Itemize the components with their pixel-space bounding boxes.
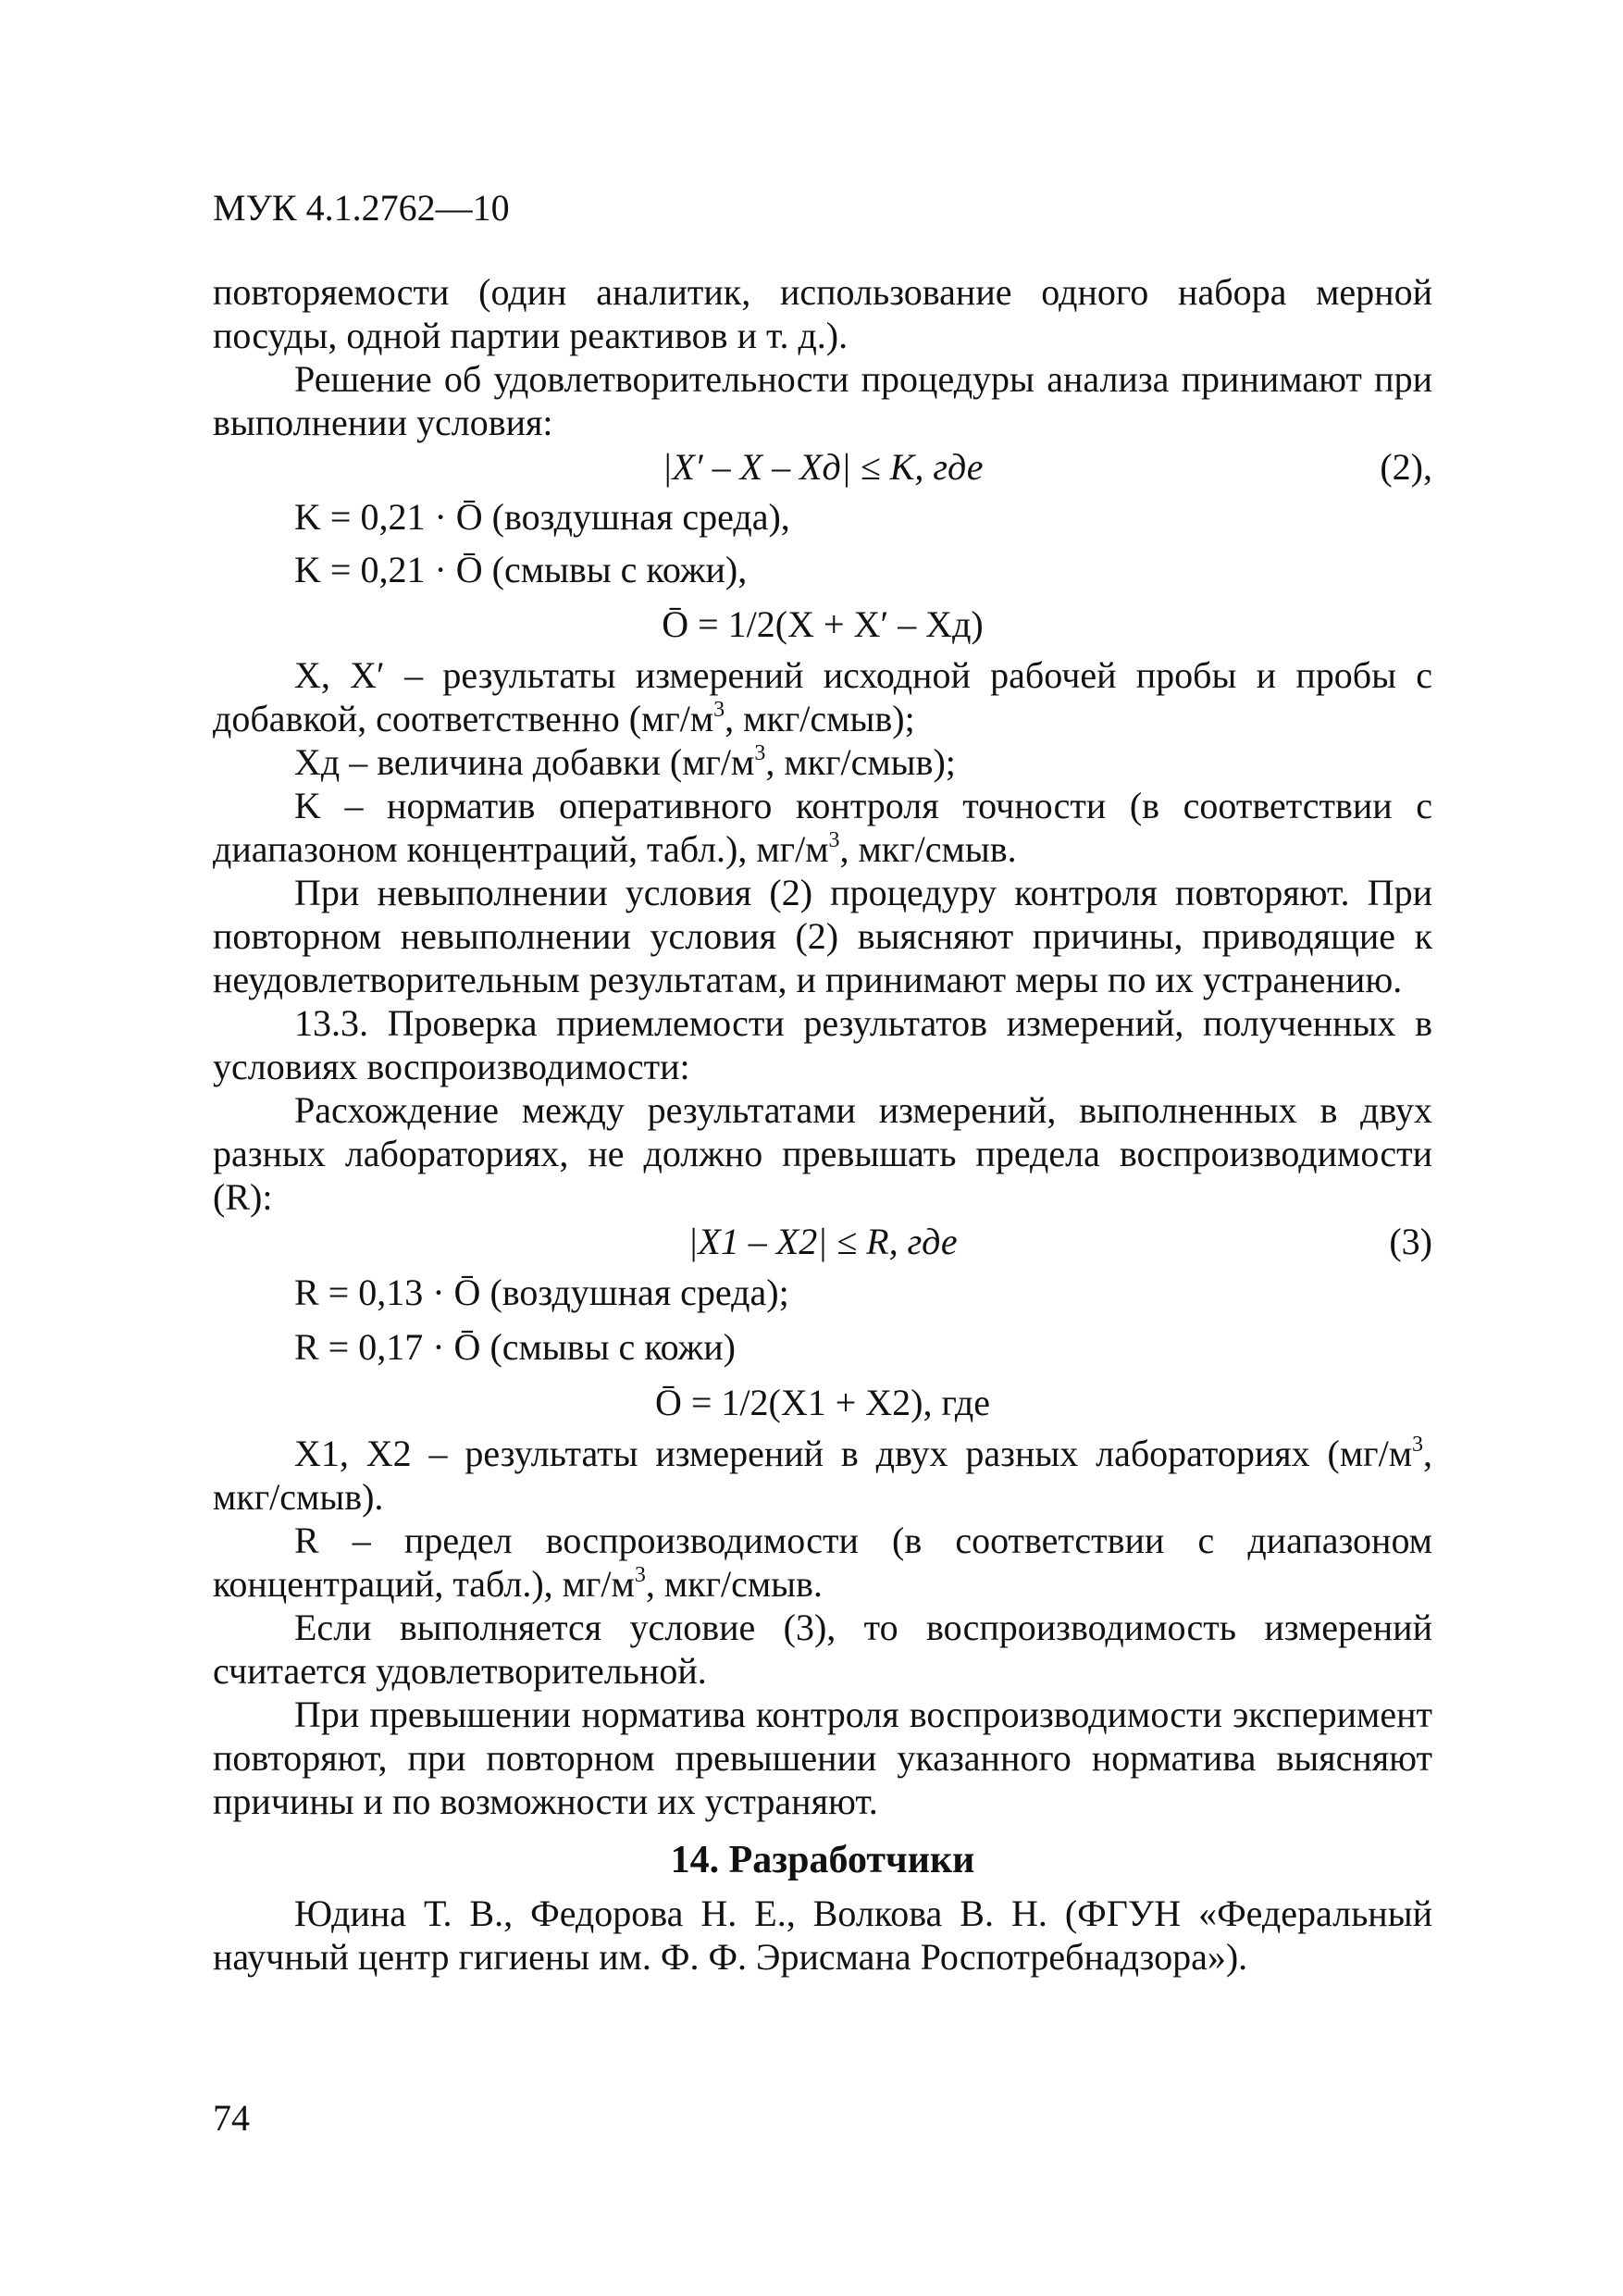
k-definition-skin: K = 0,21 · Ō (смывы с кожи),: [294, 549, 748, 590]
formula-2: [213, 444, 1432, 490]
unit-exponent: 3: [713, 698, 725, 722]
unit-exponent: 3: [754, 741, 766, 765]
formula-2-number: (2),: [1380, 446, 1432, 488]
paragraph-repeatability: повторяемости (один аналитик, использование одного набора мерной посуды, одной партии реактивов и т. д.).: [213, 271, 1432, 356]
formula-3: [213, 1219, 1432, 1265]
paragraph-condition-met: Если выполняется условие (3), то воспроизводимость измерений считается удовлетворительной.: [213, 1607, 1432, 1692]
document-code-header: МУК 4.1.2762—10: [213, 187, 510, 229]
formula-2-expression: |X′ – X – Xд| ≤ K, где: [662, 446, 984, 488]
k-definitions: [213, 490, 1432, 596]
section-14-developers: Юдина Т. В., Федорова Н. Е., Волкова В. Н. (ФГУН «Федеральный научный центр гигиены им. Ф. Ф. Эрисмана Роспотребнадзора»).: [213, 1893, 1432, 1978]
paragraph-k-norm: K – норматив оперативного контроля точности (в соответствии с диапазоном концентраций, табл.), $мг/м^3$, мкг/смыв.: [213, 785, 1432, 870]
paragraph-failure: При невыполнении условия (2) процедуру контроля повторяют. При повторном невыполнении условия (2) выясняют причины, приводящие к неудовлетворительным результатам, и принимают меры по их устранению.: [213, 872, 1432, 1000]
o-definition-2: Ō = 1/2(X1 + X2), где: [654, 1382, 991, 1423]
section-14-heading: 14. Разработчики: [670, 1839, 975, 1881]
paragraph-xd-definition: Xд – величина добавки ($мг/м^3$, мкг/смыв);: [294, 741, 956, 783]
page-number: 74: [213, 2097, 250, 2139]
k-definition-air: K = 0,21 · Ō (воздушная среда),: [294, 496, 790, 538]
unit-exponent: 3: [1412, 1433, 1423, 1457]
o-definition-1: Ō = 1/2(X + X′ – Xд): [662, 603, 984, 645]
document-body: [213, 270, 1432, 1979]
paragraph-13-3: 13.3. Проверка приемлемости результатов измерений, полученных в условиях воспроизводимости:: [213, 1002, 1432, 1087]
paragraph-r-definition: R – предел воспроизводимости (в соответствии с диапазоном концентраций, табл.), $мг/м^3$, мкг/смыв.: [213, 1520, 1432, 1605]
r-definition-skin: R = 0,17 · Ō (смывы с кожи): [294, 1326, 736, 1368]
paragraph-x1-x2-definition: X1, X2 – результаты измерений в двух разных лабораториях ($мг/м^3$, мкг/смыв).: [213, 1433, 1432, 1518]
paragraph-x-definition: X, X′ – результаты измерений исходной рабочей пробы и пробы с добавкой, соответственно ($мг/м^3$, мкг/смыв);: [213, 654, 1432, 739]
formula-3-number: (3): [1389, 1221, 1432, 1262]
unit-exponent: 3: [634, 1563, 646, 1587]
r-definition-air: R = 0,13 · Ō (воздушная среда);: [294, 1272, 789, 1313]
paragraph-exceeding: При превышении норматива контроля воспроизводимости эксперимент повторяют, при повторном превышении указанного норматива выясняют причины и по возможности их устраняют.: [213, 1694, 1432, 1822]
formula-3-expression: |X1 – X2| ≤ R, где: [688, 1221, 958, 1262]
paragraph-decision: Решение об удовлетворительности процедуры анализа принимают при выполнении условия:: [213, 358, 1432, 443]
unit-exponent: 3: [828, 828, 840, 852]
paragraph-divergence: Расхождение между результатами измерений, выполненных в двух разных лабораториях, не должно превышать предела воспроизводимости (R):: [213, 1089, 1432, 1218]
